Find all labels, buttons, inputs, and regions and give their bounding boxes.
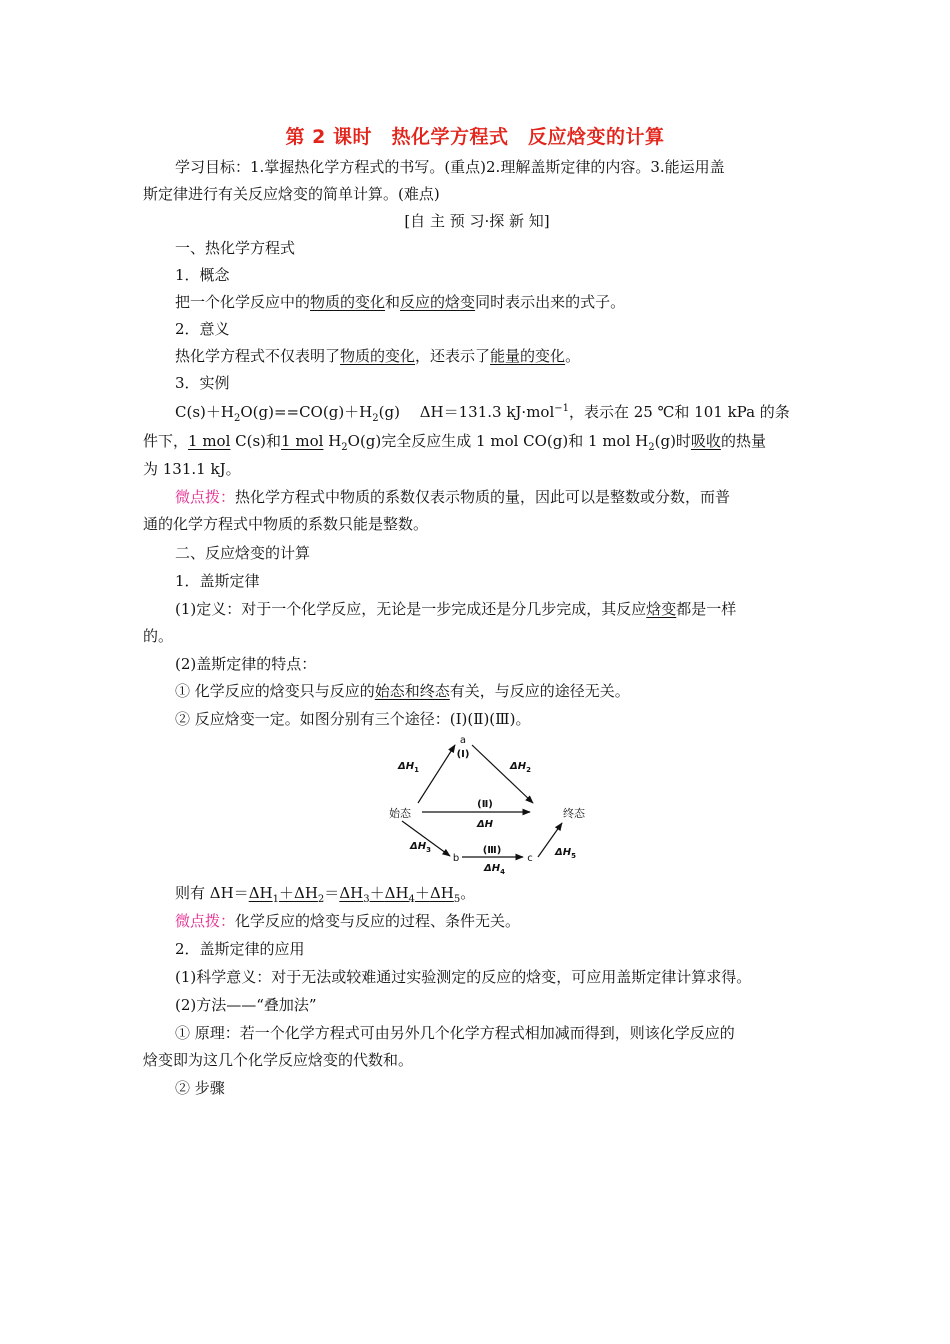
path-label: (Ⅰ) [456, 749, 470, 760]
underlined-answer: 焓变 [646, 600, 677, 618]
underlined-answer: 物质的变化 [310, 293, 386, 311]
node-label: a [459, 735, 467, 746]
underlined-answer: 物质的变化 [340, 347, 416, 365]
application-item: (2)方法——“叠加法” [175, 996, 317, 1014]
application-item: ② 步骤 [175, 1079, 225, 1097]
enthalpy-label: $\Delta H_1$ [398, 761, 419, 774]
concept-paragraph: 把一个化学反应中的物质的变化和反应的焓变同时表示出来的式子。 [175, 293, 626, 311]
feature-item: ② 反应焓变一定。如图分别有三个途径：(Ⅰ)(Ⅱ)(Ⅲ)。 [175, 710, 531, 728]
definition-paragraph: (1)定义：对于一个化学反应，无论是一步完成还是分几步完成，其反应焓变都是一样 [175, 600, 737, 618]
enthalpy-label: $\Delta H_4$ [484, 863, 505, 875]
underlined-answer: 1 mol [188, 432, 231, 450]
path-arrow [418, 745, 455, 803]
enthalpy-label: ΔH [476, 819, 494, 830]
path-label: (Ⅱ) [477, 799, 493, 810]
section-heading: 一、热化学方程式 [175, 239, 296, 257]
underlined-answer: 始态和终态 [374, 682, 450, 700]
example-equation-cont: 件下，1 mol C(s)和1 mol $H_2O(g)$完全反应生成 1 mol CO(g)和 1 mol $H_2(g)$时吸收的热量 [143, 432, 766, 453]
path-arrow [472, 745, 533, 803]
subsection-heading: 3．实例 [175, 374, 230, 392]
subsection-heading: 2．意义 [175, 320, 230, 338]
path-label: (Ⅲ) [482, 845, 502, 856]
section-banner: [自 主 预 习·探 新 知] [404, 212, 550, 230]
underlined-answer: 反应的焓变 [400, 293, 476, 311]
example-equation-cont: 为 131.1 kJ。 [143, 460, 241, 478]
page-title: 第 2 课时 热化学方程式 反应焓变的计算 [285, 126, 665, 148]
enthalpy-label: $\Delta H_3$ [410, 841, 431, 854]
tip-paragraph: 微点拨：热化学方程式中物质的系数仅表示物质的量，因此可以是整数或分数，而普 [175, 488, 731, 506]
hess-result-equation: 则有 $\Delta H=\Delta H_1+\Delta H_2=\Delta H_3+\Delta H_4+\Delta H_5$。 [175, 884, 476, 905]
subsection-heading: 2．盖斯定律的应用 [175, 940, 305, 958]
node-label: c [527, 853, 533, 864]
meaning-paragraph: 热化学方程式不仅表明了物质的变化，还表示了能量的变化。 [175, 347, 581, 365]
subsection-heading: 1．盖斯定律 [175, 572, 260, 590]
feature-item: ① 化学反应的焓变只与反应的始态和终态有关，与反应的途径无关。 [175, 682, 630, 700]
application-item: (1)科学意义：对于无法或较难通过实验测定的反应的焓变，可应用盖斯定律计算求得。 [175, 968, 752, 986]
hess-law-diagram [380, 735, 610, 875]
example-equation: $C(s)+H_2O(g)==CO(g)+H_2(g)$ ΔH＝131.3 kJ·mol$^{-1}$，表示在 25 ℃和 101 kPa 的条 [175, 403, 790, 424]
tip-paragraph-cont: 通的化学方程式中物质的系数只能是整数。 [143, 515, 429, 533]
features-heading: (2)盖斯定律的特点： [175, 655, 317, 673]
underlined-answer: $\Delta H_3+\Delta H_4+\Delta H_5$ [339, 884, 461, 905]
tip-paragraph: 微点拨：化学反应的焓变与反应的过程、条件无关。 [175, 912, 521, 930]
learning-objectives: 学习目标：1.掌握热化学方程式的书写。(重点)2.理解盖斯定律的内容。3.能运用盖 [175, 158, 725, 176]
end-state-label: 终态 [563, 807, 585, 820]
tip-label: 微点拨： [175, 912, 236, 930]
application-item-cont: 焓变即为这几个化学反应焓变的代数和。 [143, 1051, 414, 1069]
node-label: b [452, 853, 460, 864]
enthalpy-label: $\Delta H_2$ [510, 761, 531, 774]
underlined-answer: 吸收 [690, 432, 721, 450]
section-heading: 二、反应焓变的计算 [175, 544, 311, 562]
start-state-label: 始态 [389, 807, 411, 820]
underlined-answer: 1 mol [281, 432, 324, 450]
learning-objectives-cont: 斯定律进行有关反应焓变的简单计算。(难点) [143, 185, 440, 203]
tip-label: 微点拨： [175, 488, 236, 506]
definition-paragraph-cont: 的。 [143, 627, 174, 645]
application-item: ① 原理：若一个化学方程式可由另外几个化学方程式相加减而得到，则该化学反应的 [175, 1024, 735, 1042]
enthalpy-label: $\Delta H_5$ [555, 847, 576, 860]
subsection-heading: 1．概念 [175, 266, 230, 284]
underlined-answer: 能量的变化 [490, 347, 566, 365]
underlined-answer: $\Delta H_1+\Delta H_2$ [248, 884, 325, 905]
